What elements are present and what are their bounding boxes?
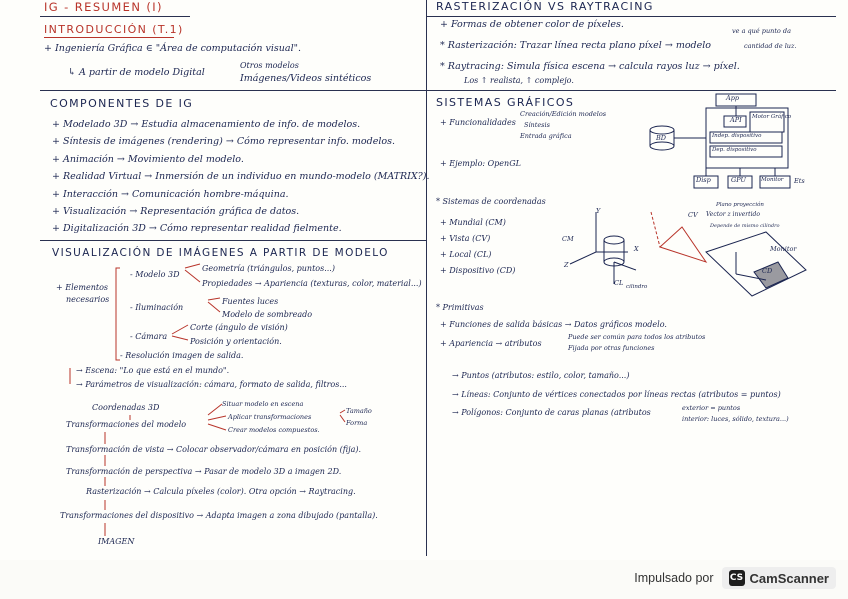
intro-title: INTRODUCCIÓN (T.1): [44, 23, 184, 36]
vis-transf-persp: Transformación de perspectiva → Pasar de modelo 3D a imagen 2D.: [66, 467, 342, 476]
primitives-line-2b: Fijada por otras funciones: [568, 344, 655, 352]
vis-crear: Crear modelos compuestos.: [228, 426, 320, 434]
systems-title: SISTEMAS GRÁFICOS: [436, 96, 575, 109]
diagram-bd: BD: [656, 134, 666, 142]
components-item-4: + Realidad Virtual → Inmersión de un individuo en mundo-modelo (MATRIX?).: [52, 171, 430, 182]
vis-sombreado: Modelo de sombreado: [222, 310, 313, 319]
camscanner-brand: CamScanner: [749, 570, 829, 586]
coords-cv-note: Vector z invertido: [706, 211, 760, 218]
coords-label-cm: CM: [562, 235, 574, 243]
vis-propiedades: Propiedades → Apariencia (texturas, color, material...): [202, 279, 422, 288]
vis-forma: Forma: [346, 419, 368, 427]
vis-transf-modelo: Transformaciones del modelo: [66, 420, 187, 429]
vis-bracket-drawing: [0, 0, 426, 560]
raster-line-3: * Raytracing: Simula física escena → calcula rayos luz → píxel.: [440, 61, 740, 72]
diagram-api: API: [730, 116, 742, 124]
vis-elements-label: + Elementos: [56, 283, 108, 292]
coords-label-cl: CL: [614, 279, 624, 287]
components-item-5: + Interacción → Comunicación hombre-máquina.: [52, 189, 289, 200]
powered-by-text: Impulsado por: [634, 571, 714, 585]
coords-plano: Plano proyección: [716, 202, 764, 208]
camscanner-badge[interactable]: [722, 567, 836, 589]
vis-transf-disp: Transformaciones del dispositivo → Adapta imagen a zona dibujado (pantalla).: [60, 511, 378, 520]
vis-raster: Rasterización → Calcula píxeles (color). Otra opción → Raytracing.: [86, 487, 356, 496]
camscanner-footer: [634, 565, 836, 591]
raster-title: RASTERIZACIÓN VS RAYTRACING: [436, 0, 654, 13]
diagram-gpu: GPU: [731, 176, 746, 184]
raster-line-4: Los ↑ realista, ↑ complejo.: [464, 76, 574, 85]
raster-line-2: * Rasterización: Trazar línea recta plano píxel → modelo: [440, 40, 712, 51]
vis-situar: Situar modelo en escena: [222, 400, 304, 408]
primitives-punto: → Puntos (atributos: estilo, color, tamaño...): [452, 371, 630, 380]
vis-escena: → Escena: "Lo que está en el mundo".: [76, 366, 230, 375]
coords-axis-x: X: [634, 245, 639, 253]
systems-func-c: Entrada gráfica: [520, 132, 572, 140]
components-title: COMPONENTES DE IG: [50, 97, 194, 110]
divider-right-top: [426, 16, 836, 17]
systems-diagram: [640, 90, 840, 190]
systems-example: + Ejemplo: OpenGL: [440, 159, 521, 168]
vis-geometria: Geometría (triángulos, puntos...): [202, 264, 335, 273]
primitives-line-2a: Puede ser común para todos los atributos: [568, 333, 706, 341]
coords-axis-y: Y: [596, 207, 601, 215]
primitives-lineas: → Líneas: Conjunto de vértices conectados por líneas rectas (atributos = puntos): [452, 390, 781, 399]
vis-parametros: → Parámetros de visualización: cámara, formato de salida, filtros...: [76, 380, 347, 389]
intro-line-1: + Ingeniería Gráfica ∈ "Área de computación visual".: [44, 43, 302, 54]
vis-camara: - Cámara: [130, 332, 168, 341]
intro-branch-b: Imágenes/Videos sintéticos: [240, 73, 372, 84]
coords-monitor: Monitor: [770, 245, 797, 253]
vis-tamano: Tamaño: [346, 407, 372, 415]
vis-imagen: IMAGEN: [98, 537, 135, 546]
intro-line-2: ↳ A partir de modelo Digital: [68, 67, 205, 78]
primitives-poligonos: → Polígonos: Conjunto de caras planas (atributos: [452, 408, 651, 417]
coords-cv-note-2: Depende de mismo cilindro: [710, 223, 780, 229]
vis-coords: Coordenadas 3D: [92, 403, 160, 412]
vis-iluminacion: - Iluminación: [130, 303, 184, 312]
raster-line-1: + Formas de obtener color de píxeles.: [440, 19, 624, 30]
vis-aplicar: Aplicar transformaciones: [228, 413, 312, 421]
systems-func-a: Creación/Edición modelos: [520, 110, 607, 118]
vis-posicion: Posición y orientación.: [190, 337, 282, 346]
components-item-6: + Visualización → Representación gráfica de datos.: [52, 206, 300, 217]
primitives-line-1: + Funciones de salida básicas → Datos gráficos modelo.: [440, 320, 667, 329]
components-item-1: + Modelado 3D → Estudia almacenamiento de info. de modelos.: [52, 119, 361, 130]
diagram-motor: Motor Gráfico: [752, 114, 792, 120]
visualization-title: VISUALIZACIÓN DE IMÁGENES A PARTIR DE MODELO: [52, 247, 389, 259]
page-title: IG - RESUMEN (I): [44, 0, 163, 14]
systems-func-b: Síntesis: [524, 121, 550, 129]
systems-func: + Funcionalidades: [440, 118, 516, 127]
coords-axis-z: Z: [564, 261, 569, 269]
vis-modelo: - Modelo 3D: [130, 270, 180, 279]
vis-transf-vista: Transformación de vista → Colocar observador/cámara en posición (fija).: [66, 445, 362, 454]
coords-mundial: + Mundial (CM): [440, 218, 506, 227]
coords-dispositivo: + Dispositivo (CD): [440, 266, 516, 275]
coords-title: * Sistemas de coordenadas: [436, 197, 546, 206]
components-item-2: + Síntesis de imágenes (rendering) → Cómo representar info. modelos.: [52, 136, 395, 147]
primitives-poly-a: exterior = puntos: [682, 404, 741, 412]
coords-label-cv: CV: [688, 211, 698, 219]
vis-corte: Corte (ángulo de visión): [190, 323, 288, 332]
diagram-app: App: [726, 94, 740, 102]
diagram-disp: Disp: [696, 176, 711, 184]
diagram-indep: Indep. dispositivo: [712, 133, 762, 139]
primitives-poly-b: interior: luces, sólido, textura...): [682, 415, 789, 423]
vis-elements-label-2: necesarios: [66, 295, 110, 304]
vis-resolucion: - Resolución imagen de salida.: [120, 351, 244, 360]
coords-cd: CD: [762, 267, 773, 275]
components-item-7: + Digitalización 3D → Cómo representar realidad fielmente.: [52, 223, 342, 234]
vis-fuentes: Fuentes luces: [222, 297, 279, 306]
coords-label-cl-note: cilindro: [626, 284, 648, 290]
intro-branch-a: Otros modelos: [240, 61, 299, 70]
coords-local: + Local (CL): [440, 250, 492, 259]
diagram-monitor: Monitor: [761, 177, 784, 183]
divider-vertical: [426, 0, 427, 556]
primitives-title: * Primitivas: [436, 303, 484, 312]
raster-note-a: ve a qué punto da: [732, 27, 791, 35]
primitives-line-2: + Apariencia → atributos: [440, 339, 542, 348]
diagram-dep: Dep. dispositivo: [712, 147, 757, 153]
components-item-3: + Animación → Movimiento del modelo.: [52, 154, 244, 165]
diagram-ets: Ets: [794, 177, 805, 185]
coords-vista: + Vista (CV): [440, 234, 491, 243]
camscanner-logo-icon: CS: [729, 570, 745, 586]
raster-note-b: cantidad de luz.: [744, 42, 797, 50]
